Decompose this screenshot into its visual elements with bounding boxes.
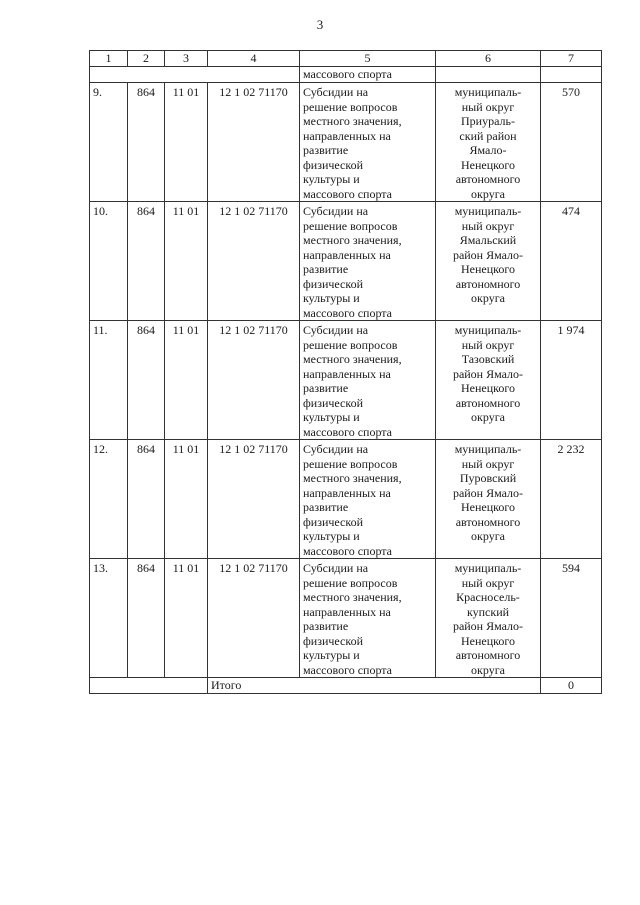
row-description: Субсидии на решение вопросов местного значения, направленных на развитие физической культуры и массового спорта xyxy=(300,321,436,440)
row-code: 12 1 02 71170 xyxy=(208,83,300,202)
row-number: 11. xyxy=(90,321,128,440)
row-amount: 2 232 xyxy=(541,440,602,559)
row-col3: 11 01 xyxy=(165,83,208,202)
header-cell-1: 1 xyxy=(90,51,128,67)
row-col2: 864 xyxy=(128,559,165,678)
header-cell-7: 7 xyxy=(541,51,602,67)
row-recipient: муниципаль- ный округ Тазовский район Ямало- Ненецкого автономного округа xyxy=(436,321,541,440)
row-recipient: муниципаль- ный округ Пуровский район Ямало- Ненецкого автономного округа xyxy=(436,440,541,559)
total-row xyxy=(90,678,602,694)
header-cell-6: 6 xyxy=(436,51,541,67)
row-amount: 594 xyxy=(541,559,602,678)
row-col2: 864 xyxy=(128,83,165,202)
table-row xyxy=(90,559,602,678)
row-col3: 11 01 xyxy=(165,440,208,559)
row-code: 12 1 02 71170 xyxy=(208,440,300,559)
budget-table xyxy=(89,50,602,694)
row-description: Субсидии на решение вопросов местного значения, направленных на развитие физической культуры и массового спорта xyxy=(300,83,436,202)
row-description: Субсидии на решение вопросов местного значения, направленных на развитие физической культуры и массового спорта xyxy=(300,440,436,559)
row-number: 9. xyxy=(90,83,128,202)
row-amount: 570 xyxy=(541,83,602,202)
row-recipient: муниципаль- ный округ Красносель- купский район Ямало- Ненецкого автономного округа xyxy=(436,559,541,678)
table-row xyxy=(90,202,602,321)
header-cell-3: 3 xyxy=(165,51,208,67)
row-code: 12 1 02 71170 xyxy=(208,202,300,321)
row-number: 12. xyxy=(90,440,128,559)
row-amount: 474 xyxy=(541,202,602,321)
row-col2: 864 xyxy=(128,202,165,321)
row-col2: 864 xyxy=(128,321,165,440)
row-description: Субсидии на решение вопросов местного значения, направленных на развитие физической культуры и массового спорта xyxy=(300,559,436,678)
page-number: 3 xyxy=(316,17,324,32)
table-row xyxy=(90,321,602,440)
row-col3: 11 01 xyxy=(165,202,208,321)
row-code: 12 1 02 71170 xyxy=(208,321,300,440)
row-recipient: муниципаль- ный округ Приураль- ский район Ямало- Ненецкого автономного округа xyxy=(436,83,541,202)
row-col3: 11 01 xyxy=(165,321,208,440)
header-cell-2: 2 xyxy=(128,51,165,67)
table-row xyxy=(90,440,602,559)
row-col2: 864 xyxy=(128,440,165,559)
row-number: 10. xyxy=(90,202,128,321)
table-row xyxy=(90,83,602,202)
row-number: 13. xyxy=(90,559,128,678)
row-recipient: муниципаль- ный округ Ямальский район Ямало- Ненецкого автономного округа xyxy=(436,202,541,321)
header-cell-4: 4 xyxy=(208,51,300,67)
row-amount: 1 974 xyxy=(541,321,602,440)
continuation-row xyxy=(90,67,602,83)
row-code: 12 1 02 71170 xyxy=(208,559,300,678)
total-label: Итого xyxy=(208,678,541,694)
row-description: Субсидии на решение вопросов местного значения, направленных на развитие физической культуры и массового спорта xyxy=(300,202,436,321)
table-header-row xyxy=(90,51,602,67)
row-col3: 11 01 xyxy=(165,559,208,678)
total-amount: 0 xyxy=(541,678,602,694)
header-cell-5: 5 xyxy=(300,51,436,67)
continuation-text: массового спорта xyxy=(300,67,436,83)
